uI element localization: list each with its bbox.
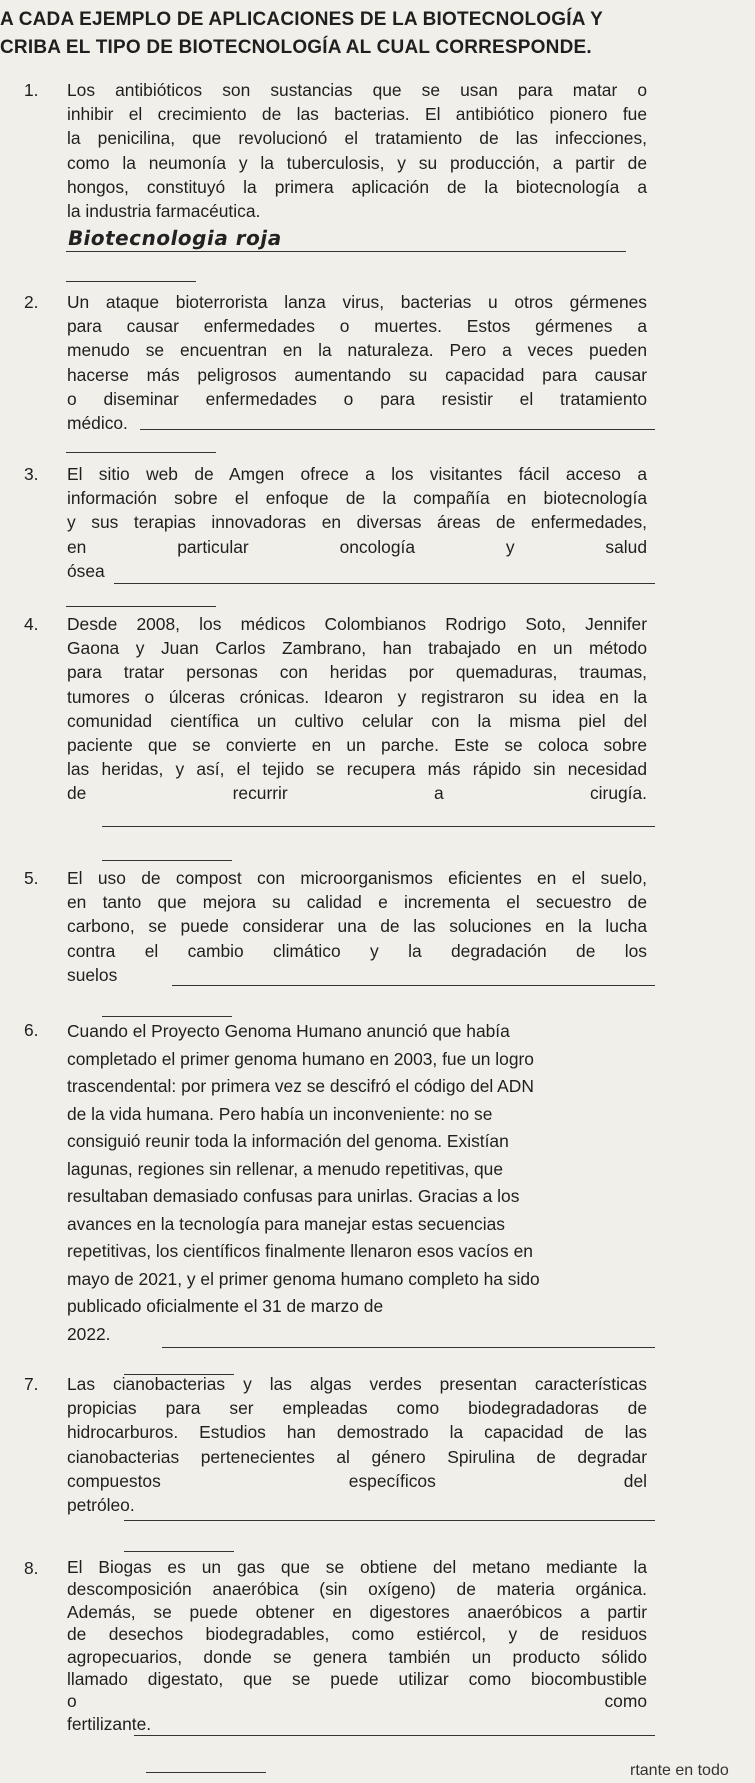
question-text-line: la penicilina, que revolucionó el tratamiento de las infecciones, [67,128,647,149]
heading-line: CRIBA EL TIPO DE BIOTECNOLOGÍA AL CUAL CORRESPONDE. [0,37,592,58]
question-text-line: contra el cambio climático y la degradación de los [67,940,647,961]
question-text-line: paciente que se convierte en un parche. Este se coloca sobre [67,735,647,756]
question-text-line: resultaban demasiado confusas para unirlas. Gracias a los [67,1186,520,1206]
question-text-line: en tanto que mejora su calidad e incrementa el secuestro de [67,892,647,913]
question-text-line: o como [67,1691,647,1712]
question-text-line: Gaona y Juan Carlos Zambrano, han trabajado en un método [67,638,647,659]
question-text-line: Cuando el Proyecto Genoma Humano anunció que había [67,1021,510,1041]
worksheet-heading [0,6,740,62]
answer-line[interactable] [66,606,216,607]
question-text-line: El Biogas es un gas que se obtiene del metano mediante la [67,1557,647,1577]
answer-line[interactable] [66,281,196,282]
question-text-line: para tratar personas con heridas por quemaduras, traumas, [67,662,647,683]
question-text-line: consiguió reunir toda la información del genoma. Existían [67,1131,509,1151]
answer-line[interactable] [102,826,655,827]
question-text-line: suelos [67,964,118,985]
question-text-line: trascendental: por primera vez se descifró el código del ADN [67,1076,534,1096]
heading-line: A CADA EJEMPLO DE APLICACIONES DE LA BIOTECNOLOGÍA Y [0,9,603,30]
question-text-line: 2022. [67,1323,111,1344]
question-text-line: mayo de 2021, y el primer genoma humano completo ha sido [67,1268,540,1289]
question-text-line: la industria farmacéutica. [67,201,261,222]
question-text-line: propicias para ser empleadas como biodegradadoras de [67,1398,647,1419]
answer-line[interactable] [124,1551,234,1552]
question-text-line: para causar enfermedades o muertes. Estos gérmenes a [67,316,647,337]
question-number: 7. [24,1374,39,1394]
question-text-line: inhibir el crecimiento de las bacterias. El antibiótico pionero fue [67,104,647,125]
question-text-line: menudo se encuentran en la naturaleza. Pero a veces pueden [67,340,647,361]
question-text-line: El sitio web de Amgen ofrece a los visitantes fácil acceso a [67,464,647,484]
question-text-line: hacerse más peligrosos aumentando su capacidad para causar [67,364,647,385]
question-number: 4. [24,614,39,634]
question-number: 8. [24,1558,39,1578]
question-text-line: petróleo. [67,1495,135,1516]
footer-fragment: rtante en todo [630,1762,729,1779]
question-text-line: médico. [67,413,128,434]
question-text-line: tumores o úlceras crónicas. Idearon y registraron su idea en la [67,686,647,707]
answer-line[interactable] [172,985,655,986]
question-text-line: Las cianobacterias y las algas verdes presentan características [67,1374,647,1394]
question-text-line: información sobre el enfoque de la compañía en biotecnología [67,488,647,509]
answer-line[interactable] [162,1347,655,1348]
question-text-line: de recurrir a cirugía. [67,783,647,804]
question-text-line: o diseminar enfermedades o para resistir el tratamiento [67,388,647,409]
question-text-line: en particular oncología y salud [67,536,647,557]
question-number: 1. [24,80,39,100]
question-text-line: como la neumonía y la tuberculosis, y su producción, a partir de [67,152,647,173]
answer-line[interactable] [102,1016,232,1017]
answer-line[interactable] [140,429,655,430]
answer-line[interactable] [124,1520,655,1521]
question-text-line: cianobacterias pertenecientes al género Spirulina de degradar [67,1446,647,1467]
answer-line[interactable] [114,583,655,584]
question-text-line: Los antibióticos son sustancias que se usan para matar o [67,80,647,100]
question-text-line: carbono, se puede considerar una de las soluciones en la lucha [67,916,647,937]
question-text-line: compuestos específicos del [67,1470,647,1491]
question-text-line: hidrocarburos. Estudios han demostrado la capacidad de las [67,1422,647,1443]
question-text-line: y sus terapias innovadoras en diversas áreas de enfermedades, [67,512,647,533]
question-text-line: las heridas, y así, el tejido se recupera más rápido sin necesidad [67,759,647,780]
question-text-line: avances en la tecnología para manejar estas secuencias [67,1213,505,1234]
question-text-line: publicado oficialmente el 31 de marzo de [67,1296,384,1316]
answer-line[interactable] [66,251,626,252]
answer-line[interactable] [146,1772,266,1773]
question-text-line: repetitivas, los científicos finalmente llenaron esos vacíos en [67,1241,533,1261]
question-text-line: El uso de compost con microorganismos eficientes en el suelo, [67,868,647,888]
question-text-line: Desde 2008, los médicos Colombianos Rodrigo Soto, Jennifer [67,614,647,634]
question-number: 5. [24,868,39,888]
question-text-line: completado el primer genoma humano en 2003, fue un logro [67,1048,534,1069]
handwritten-answer: Biotecnologia roja [65,226,285,250]
question-number: 3. [24,464,39,484]
question-text-line: descomposición anaeróbica (sin oxígeno) de materia orgánica. [67,1579,647,1600]
question-text-line: llamado digestato, que se puede utilizar como biocombustible [67,1669,647,1690]
answer-line[interactable] [102,860,232,861]
question-number: 2. [24,292,39,312]
question-text-line: ósea [67,560,105,581]
question-text-line: Además, se puede obtener en digestores anaeróbicos a partir [67,1601,647,1622]
question-text-line: fertilizante. [67,1713,152,1734]
answer-line[interactable] [66,452,216,453]
answer-line[interactable] [134,1735,655,1736]
question-text-line: Un ataque bioterrorista lanza virus, bacterias u otros gérmenes [67,292,647,312]
question-text-line: hongos, constituyó la primera aplicación de la biotecnología a [67,176,647,197]
question-text-line: agropecuarios, donde se genera también un producto sólido [67,1646,647,1667]
question-text-line: lagunas, regiones sin rellenar, a menudo repetitivas, que [67,1158,504,1179]
question-number: 6. [24,1020,39,1040]
question-text-line: de la vida humana. Pero había un inconveniente: no se [67,1103,493,1124]
question-text-line: de desechos biodegradables, como estiércol, y de residuos [67,1624,647,1645]
question-text-line: comunidad científica un cultivo celular con la misma piel del [67,710,647,731]
